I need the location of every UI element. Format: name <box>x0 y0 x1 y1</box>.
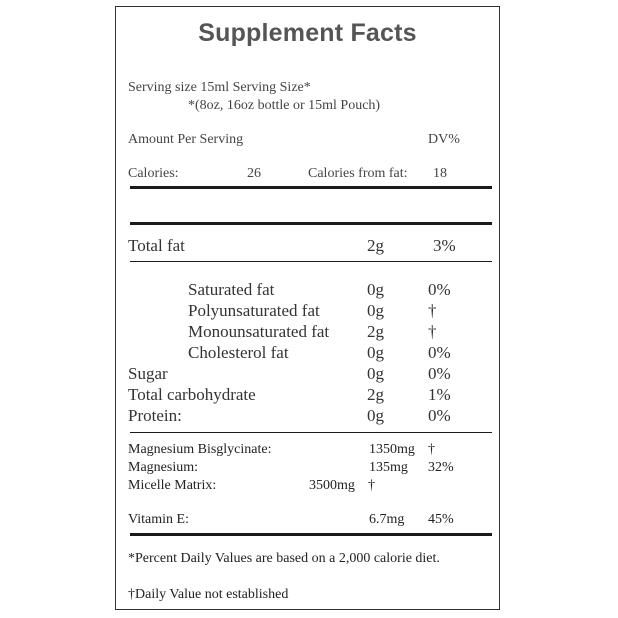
ingredient-name: Micelle Matrix: <box>128 478 217 493</box>
nutrient-name: Total fat <box>128 236 185 255</box>
nutrient-name: Saturated fat <box>188 280 275 299</box>
calories-label: Calories: <box>128 166 179 181</box>
thick-divider <box>130 533 492 536</box>
nutrient-amount: 0g <box>367 406 384 425</box>
thick-divider <box>130 222 492 225</box>
nutrient-name: Cholesterol fat <box>188 343 289 362</box>
thick-divider <box>130 186 492 189</box>
serving-size-line: Serving size 15ml Serving Size* <box>128 80 311 95</box>
label-title: Supplement Facts <box>198 19 417 47</box>
nutrient-dv: 1% <box>428 385 451 404</box>
ingredient-amount: 3500mg <box>309 478 355 493</box>
thin-divider <box>130 432 492 433</box>
nutrient-name: Sugar <box>128 364 168 383</box>
ingredient-dv: 45% <box>428 512 454 527</box>
ingredient-dv: † <box>428 442 435 457</box>
nutrient-name: Total carbohydrate <box>128 385 256 404</box>
nutrient-name: Monounsaturated fat <box>188 322 330 341</box>
nutrient-dv: 3% <box>433 236 456 255</box>
nutrient-dv: 0% <box>428 280 451 299</box>
nutrient-amount: 0g <box>367 343 384 362</box>
calories-from-fat-label: Calories from fat: <box>308 166 408 181</box>
nutrient-amount: 2g <box>367 385 384 404</box>
serving-size-note: *(8oz, 16oz bottle or 15ml Pouch) <box>188 98 381 113</box>
supplement-facts-panel <box>115 6 500 610</box>
ingredient-amount: 6.7mg <box>369 512 405 527</box>
nutrient-amount: 0g <box>367 280 384 299</box>
ingredient-amount: 135mg <box>369 460 408 475</box>
ingredient-name: Magnesium: <box>128 460 198 475</box>
nutrient-dv: † <box>428 301 437 320</box>
ingredient-name: Magnesium Bisglycinate: <box>128 442 272 457</box>
calories-value: 26 <box>247 166 261 181</box>
nutrient-dv: † <box>428 322 437 341</box>
ingredient-name: Vitamin E: <box>128 512 189 527</box>
ingredient-dv: † <box>368 478 375 493</box>
ingredient-dv: 32% <box>428 460 454 475</box>
nutrient-dv: 0% <box>428 364 451 383</box>
nutrient-dv: 0% <box>428 343 451 362</box>
thin-divider <box>130 261 492 262</box>
amount-per-serving-label: Amount Per Serving <box>128 132 244 147</box>
nutrient-amount: 2g <box>367 322 384 341</box>
nutrient-dv: 0% <box>428 406 451 425</box>
daily-value-not-established-footnote: †Daily Value not established <box>128 587 289 602</box>
nutrient-amount: 2g <box>367 236 384 255</box>
dv-header: DV% <box>428 132 460 147</box>
calories-from-fat-value: 18 <box>433 166 447 181</box>
nutrient-amount: 0g <box>367 364 384 383</box>
percent-daily-value-footnote: *Percent Daily Values are based on a 2,000 calorie diet. <box>128 551 440 566</box>
nutrient-name: Protein: <box>128 406 182 425</box>
ingredient-amount: 1350mg <box>369 442 415 457</box>
nutrient-amount: 0g <box>367 301 384 320</box>
nutrient-name: Polyunsaturated fat <box>188 301 320 320</box>
